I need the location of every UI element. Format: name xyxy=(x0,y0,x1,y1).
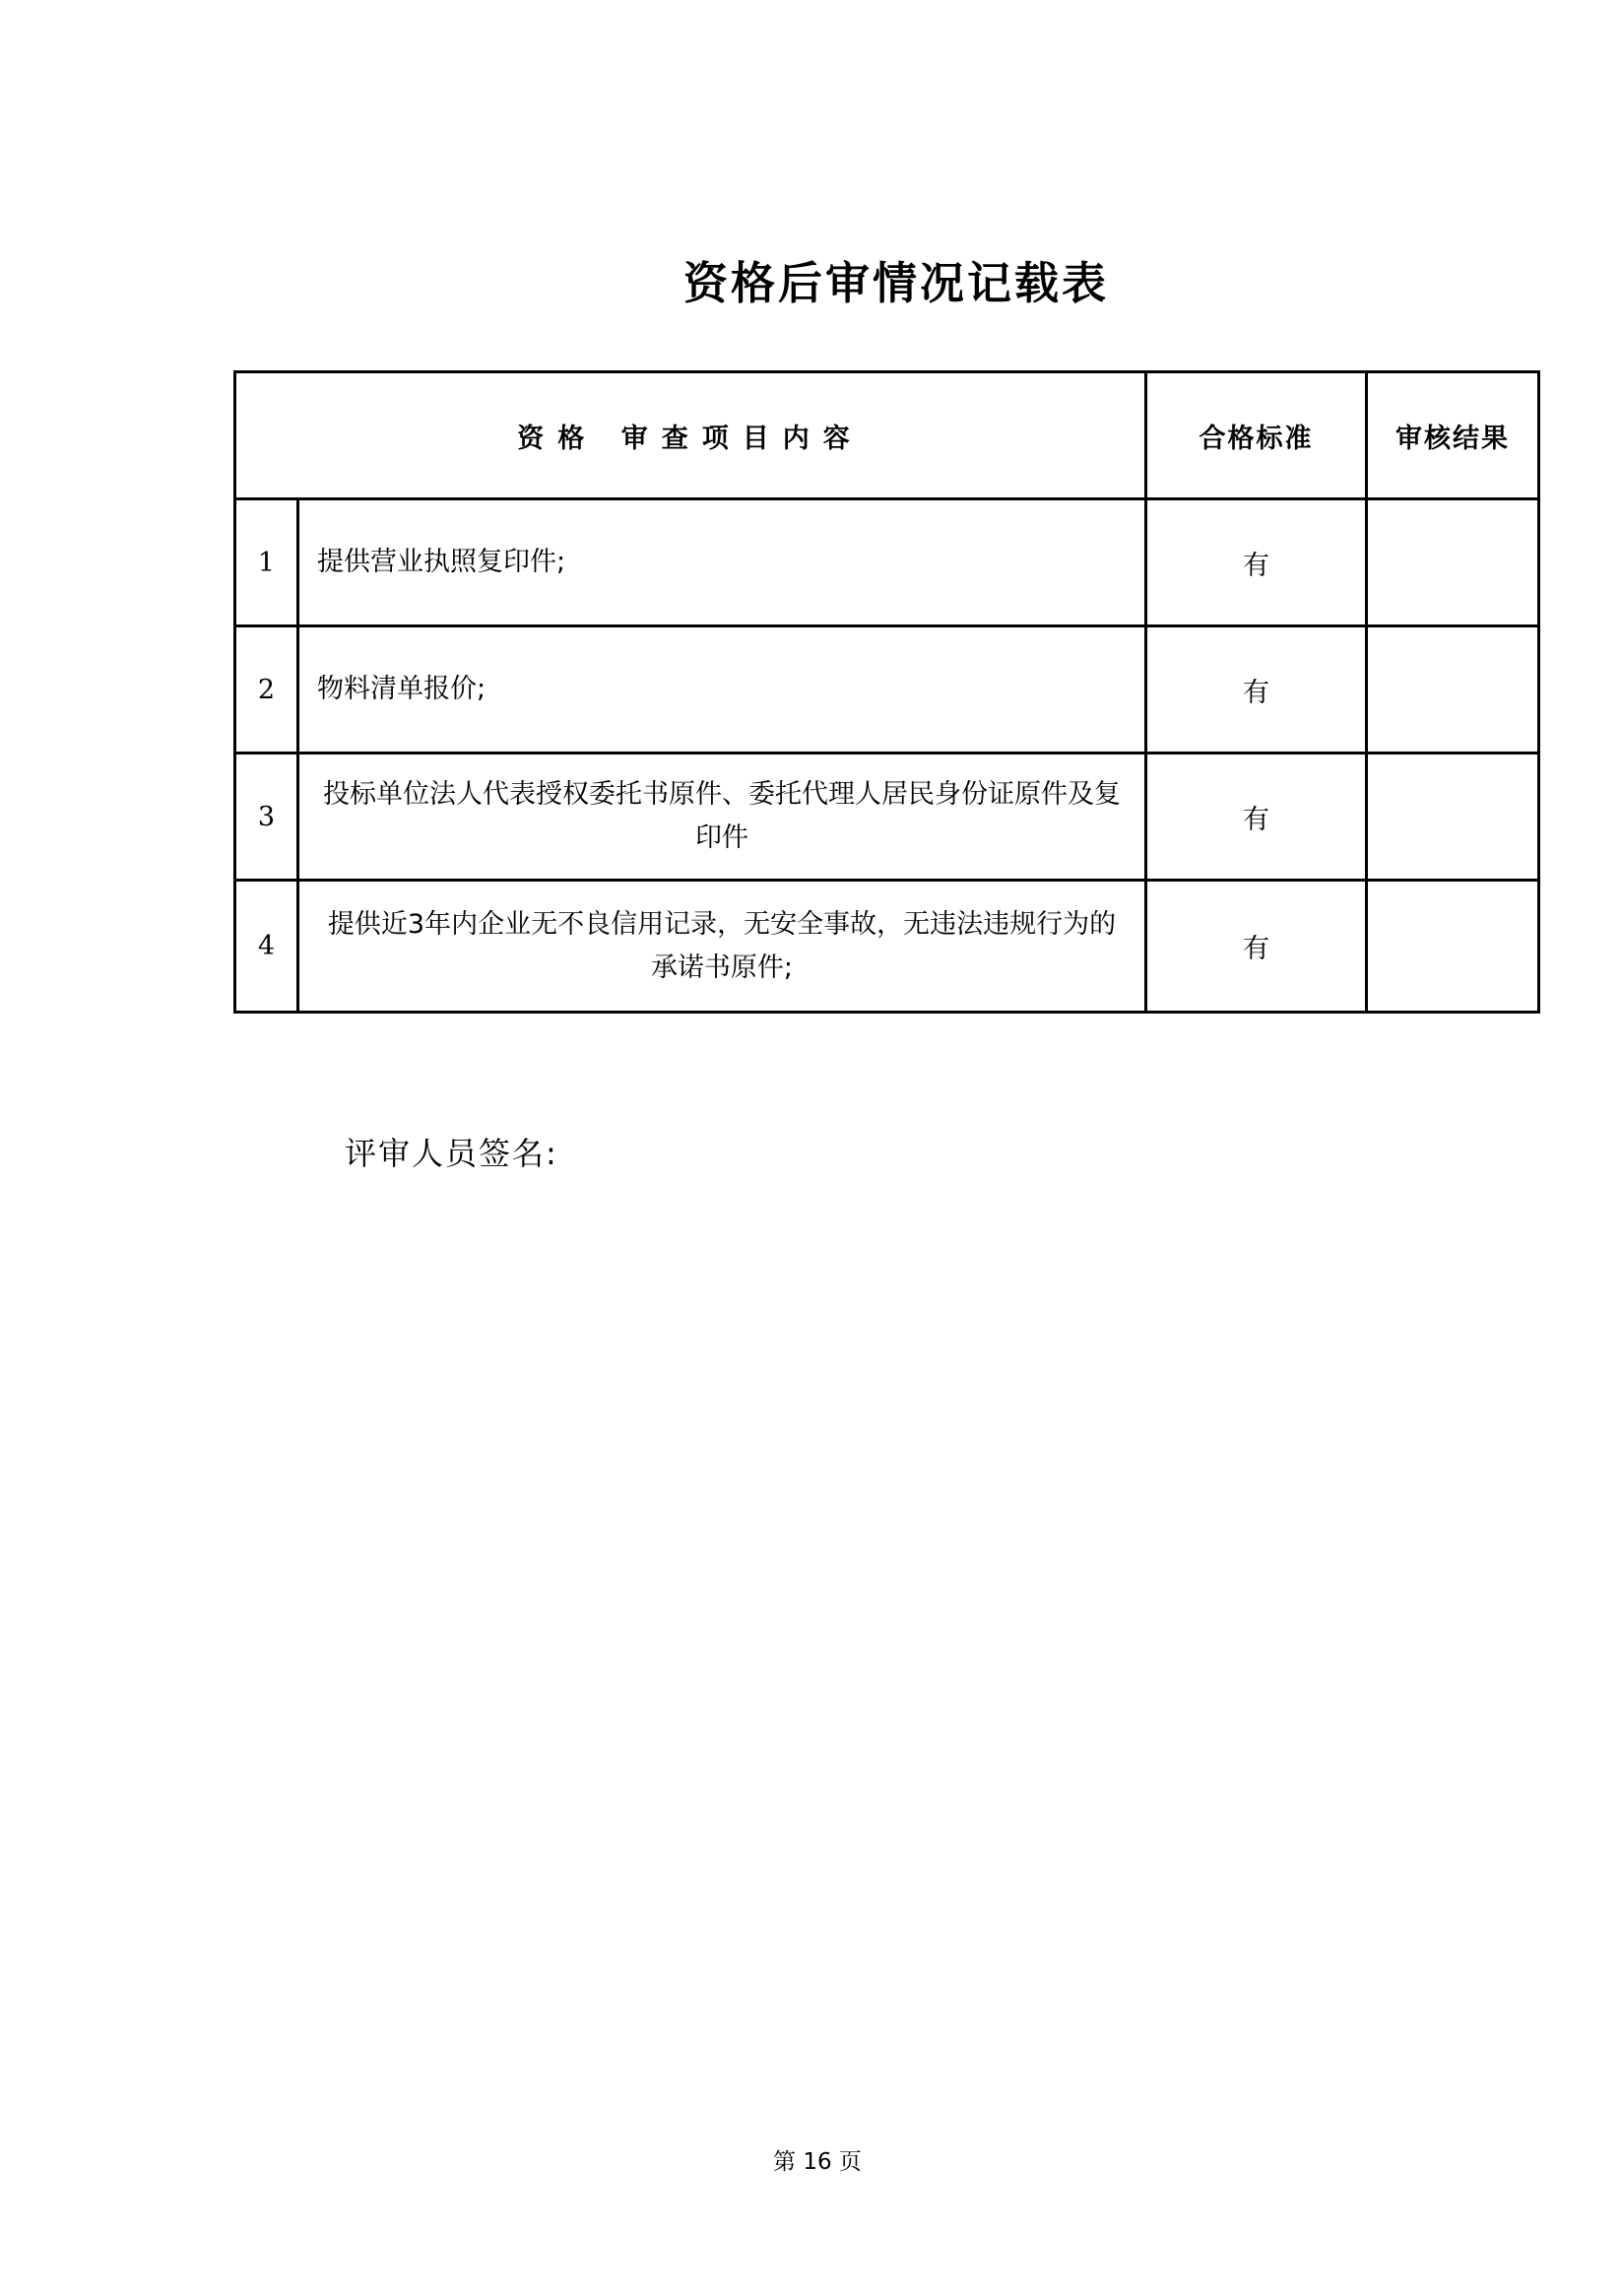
row-standard: 有 xyxy=(1146,499,1367,626)
row-standard: 有 xyxy=(1146,881,1367,1013)
row-result-cell[interactable] xyxy=(1367,881,1539,1013)
row-result-cell[interactable] xyxy=(1367,626,1539,754)
row-content: 提供近3年内企业无不良信用记录，无安全事故，无违法违规行为的承诺书原件; xyxy=(298,881,1146,1013)
table-row xyxy=(235,626,1539,754)
row-content: 提供营业执照复印件; xyxy=(298,499,1146,626)
page-number: 第 16 页 xyxy=(773,2149,862,2175)
row-number: 3 xyxy=(235,754,298,881)
row-standard: 有 xyxy=(1146,626,1367,754)
row-content: 物料清单报价; xyxy=(298,626,1146,754)
row-content: 投标单位法人代表授权委托书原件、委托代理人居民身份证原件及复印件 xyxy=(298,754,1146,881)
header-review-content: 资格 审查项目内容 xyxy=(235,372,1146,499)
row-result-cell[interactable] xyxy=(1367,754,1539,881)
table-header-row xyxy=(235,372,1539,499)
table-row xyxy=(235,754,1539,881)
row-number: 4 xyxy=(235,881,298,1013)
reviewer-signature-label: 评审人员签名: xyxy=(345,1135,558,1172)
header-standard: 合格标准 xyxy=(1146,372,1367,499)
row-standard: 有 xyxy=(1146,754,1367,881)
row-result-cell[interactable] xyxy=(1367,499,1539,626)
row-number: 1 xyxy=(235,499,298,626)
table-row xyxy=(235,499,1539,626)
header-result: 审核结果 xyxy=(1367,372,1539,499)
qualification-review-table xyxy=(233,370,1540,1014)
table-row xyxy=(235,881,1539,1013)
row-number: 2 xyxy=(235,626,298,754)
document-title: 资格后审情况记载表 xyxy=(682,257,1109,309)
